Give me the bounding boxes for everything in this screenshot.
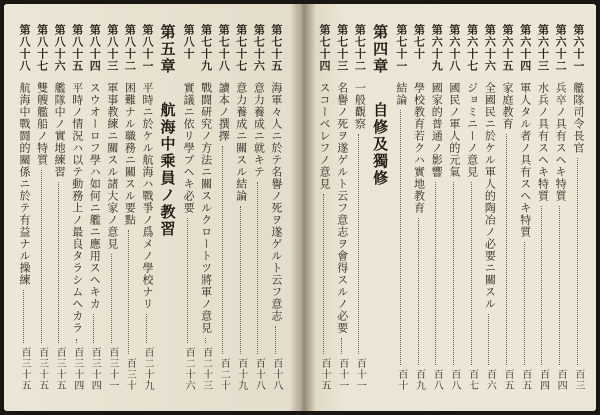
open-book — [4, 4, 596, 411]
page-number: 百三十五 — [19, 347, 30, 391]
toc-entry — [534, 24, 550, 391]
toc-entry — [393, 24, 409, 391]
entry-number: 第七十五 — [269, 24, 283, 72]
dot-leader — [400, 110, 402, 365]
toc-entry — [198, 24, 214, 391]
right-page-columns — [316, 24, 586, 391]
entry-number: 第六十八 — [447, 24, 461, 72]
entry-title: 戰闘研究ノ方法ニ關スルクロートツ將軍ノ意見 — [199, 82, 213, 334]
page-number: 百二十九 — [141, 347, 153, 391]
page-number: 百八 — [448, 369, 460, 391]
toc-entry — [233, 24, 249, 391]
toc-entry — [215, 24, 231, 391]
dot-leader — [275, 326, 277, 354]
entry-title: 家庭教育 — [501, 82, 515, 130]
entry-number: 第七十一 — [394, 24, 408, 72]
entry-title: 軍人タル者ノ具有スヘキ特質 — [518, 82, 532, 238]
dot-leader — [93, 314, 95, 343]
page-number: 百三十 — [124, 358, 136, 391]
entry-title: 艦隊司令長官 — [571, 82, 585, 154]
dot-leader — [471, 182, 473, 365]
entry-number: 第七十八 — [217, 24, 231, 72]
dot-leader — [506, 134, 508, 365]
page-number: 百三 — [572, 369, 584, 391]
entry-title: 困難ナル職務ニ關スル要點 — [123, 82, 137, 226]
dot-leader — [453, 182, 455, 365]
toc-entry — [51, 24, 67, 391]
dot-leader — [222, 146, 224, 354]
entry-number: 第六十二 — [554, 24, 568, 72]
toc-entry — [69, 24, 85, 391]
toc-entry — [499, 24, 515, 391]
entry-number: 第六十九 — [430, 24, 444, 72]
toc-entry — [446, 24, 462, 391]
dot-leader — [541, 206, 543, 365]
entry-number: 第七十四 — [318, 24, 331, 72]
page-number: 百三十五 — [36, 347, 48, 391]
dot-leader — [323, 194, 325, 354]
dot-leader — [128, 230, 130, 354]
entry-number: 第六十三 — [536, 24, 550, 72]
toc-entry — [481, 24, 497, 391]
entry-title: 學校教育若クハ實地教育 — [412, 82, 426, 214]
dot-leader — [240, 206, 242, 354]
entry-number: 第八十一 — [140, 24, 154, 72]
toc-entry — [86, 24, 102, 391]
entry-title: 平時ノ情況ハ以テ動務上ノ最良タラシムヘカラ — [70, 82, 84, 334]
entry-title: 名譽ノ死ヲ遂ゲルト云フ意志ヲ會得スルノ必要 — [335, 82, 349, 334]
toc-entry — [104, 24, 120, 391]
page-number: 百八 — [431, 369, 443, 391]
dot-leader — [23, 290, 25, 343]
book-gutter — [290, 4, 316, 411]
entry-number: 第八十三 — [105, 24, 119, 72]
dot-leader — [205, 338, 207, 343]
entry-title: 航海中戰闘的關係ニ於テ有益ナル操練 — [18, 82, 31, 286]
entry-title: 國家的普通ノ影響 — [430, 82, 444, 178]
entry-number: 第六十四 — [518, 24, 532, 72]
page-number: 百五 — [502, 369, 514, 391]
entry-number: 第七十三 — [335, 24, 349, 72]
toc-entry — [517, 24, 533, 391]
toc-entry — [334, 24, 350, 391]
dot-leader — [58, 182, 60, 343]
page-number: 百三十五 — [54, 347, 66, 391]
entry-title: 國民ノ軍人的元氣 — [447, 82, 461, 178]
entry-title: 實議ニ依リ學ブヘキ必要 — [182, 82, 196, 214]
page-number: 百六 — [484, 369, 496, 391]
toc-entry — [351, 24, 367, 391]
page-number: 百五 — [519, 369, 531, 391]
page-number: 百十一 — [354, 358, 366, 391]
page-number: 百三十一 — [106, 347, 118, 391]
page-number: 百十一 — [336, 358, 348, 391]
page-number: 百九 — [413, 369, 425, 391]
dot-leader — [577, 158, 579, 365]
entry-number: 第六十七 — [465, 24, 479, 72]
left-page — [4, 4, 298, 411]
entry-number: 第八十七 — [35, 24, 49, 72]
dot-leader — [257, 182, 259, 354]
page-number: 百十八 — [270, 358, 282, 391]
toc-entry — [428, 24, 444, 391]
entry-title: スウオーロフ學ハ如何ニ艦ニ應用スヘキカ — [88, 82, 102, 310]
entry-number: 第八十二 — [123, 24, 137, 72]
page-number: 百七 — [466, 369, 478, 391]
dot-leader — [76, 339, 78, 343]
entry-title: 艦隊中ノ實地練習 — [53, 82, 67, 178]
toc-entry — [139, 24, 155, 391]
dot-leader — [111, 254, 113, 343]
page-number: 百十 — [395, 369, 407, 391]
toc-entry — [34, 24, 50, 391]
page-number: 百三十四 — [71, 347, 83, 391]
entry-number: 第六十一 — [571, 24, 585, 72]
page-number: 百二十 — [218, 358, 230, 391]
entry-title: 一般觀察 — [353, 82, 367, 130]
page-number: 百十八 — [253, 358, 265, 391]
entry-title: 全國民ニ於ケル軍人的陶冶ノ必要ニ關スル — [483, 82, 497, 310]
dot-leader — [524, 242, 526, 365]
dot-leader — [341, 338, 343, 354]
chapter-heading-column — [157, 24, 179, 391]
entry-number: 第八十 — [182, 24, 196, 60]
toc-entry — [250, 24, 266, 391]
dot-leader — [41, 170, 43, 343]
entry-title: 水兵ノ具有スヘキ特質 — [536, 82, 550, 202]
toc-entry — [464, 24, 480, 391]
entry-number: 第八十五 — [70, 24, 84, 72]
right-page — [302, 4, 596, 411]
entry-title: 兵卒ノ具有スヘキ特質 — [554, 82, 568, 202]
entry-title: スコーベレフノ意見 — [318, 82, 331, 190]
entry-number: 第七十九 — [199, 24, 213, 72]
entry-number: 第六十五 — [501, 24, 515, 72]
page-number: 百二十三 — [200, 347, 212, 391]
dot-leader — [418, 218, 420, 365]
chapter-number: 第四章 — [371, 24, 390, 75]
entry-title: 平時ニ於ケル航海ハ戰爭ノ爲メノ學校ナリ — [140, 82, 154, 310]
entry-title: 意力養成ニ就キテ — [252, 82, 266, 178]
dot-leader — [187, 218, 189, 343]
entry-number: 第八十六 — [53, 24, 67, 72]
page-number: 百十九 — [235, 358, 247, 391]
entry-title: ジョミニーノ意見 — [465, 82, 479, 178]
toc-entry — [570, 24, 586, 391]
page-number: 百四 — [537, 369, 549, 391]
entry-title: 雙艘艦船ノ特質 — [35, 82, 49, 166]
toc-entry — [411, 24, 427, 391]
toc-entry — [16, 24, 32, 391]
entry-number: 第八十四 — [88, 24, 102, 72]
chapter-title: 自修及獨修 — [371, 102, 390, 187]
chapter-title: 航海中乘員ノ教習 — [158, 102, 177, 238]
dot-leader — [435, 182, 437, 365]
toc-entry — [180, 24, 196, 391]
entry-number: 第七十七 — [234, 24, 248, 72]
entry-number: 第七十二 — [353, 24, 367, 72]
page-number: 百十五 — [319, 358, 330, 391]
page-number: 百四 — [555, 369, 567, 391]
dot-leader — [488, 314, 490, 365]
dot-leader — [146, 314, 148, 343]
dot-leader — [358, 134, 360, 354]
toc-entry — [268, 24, 284, 391]
entry-number: 第七十六 — [252, 24, 266, 72]
entry-number: 第八十八 — [18, 24, 31, 72]
page-number: 百三十四 — [89, 347, 101, 391]
chapter-number: 第五章 — [158, 24, 177, 75]
chapter-heading-column — [369, 24, 391, 391]
entry-title: 讀本ノ撰擇 — [217, 82, 231, 142]
left-page-columns — [16, 24, 284, 391]
toc-entry — [121, 24, 137, 391]
entry-title: 結論 — [394, 82, 408, 106]
entry-title: 軍事教練ニ關スル諸大家ノ意見 — [105, 82, 119, 250]
toc-entry — [316, 24, 332, 391]
page-number: 百二十六 — [183, 347, 195, 391]
entry-title: 意力養成ニ關スル結論 — [234, 82, 248, 202]
entry-number: 第七十 — [412, 24, 426, 60]
toc-entry — [552, 24, 568, 391]
entry-number: 第六十六 — [483, 24, 497, 72]
dot-leader — [559, 206, 561, 365]
entry-title: 海軍々人ニ於テ名譽ノ死ヲ遂ゲルト云フ意志 — [269, 82, 283, 322]
